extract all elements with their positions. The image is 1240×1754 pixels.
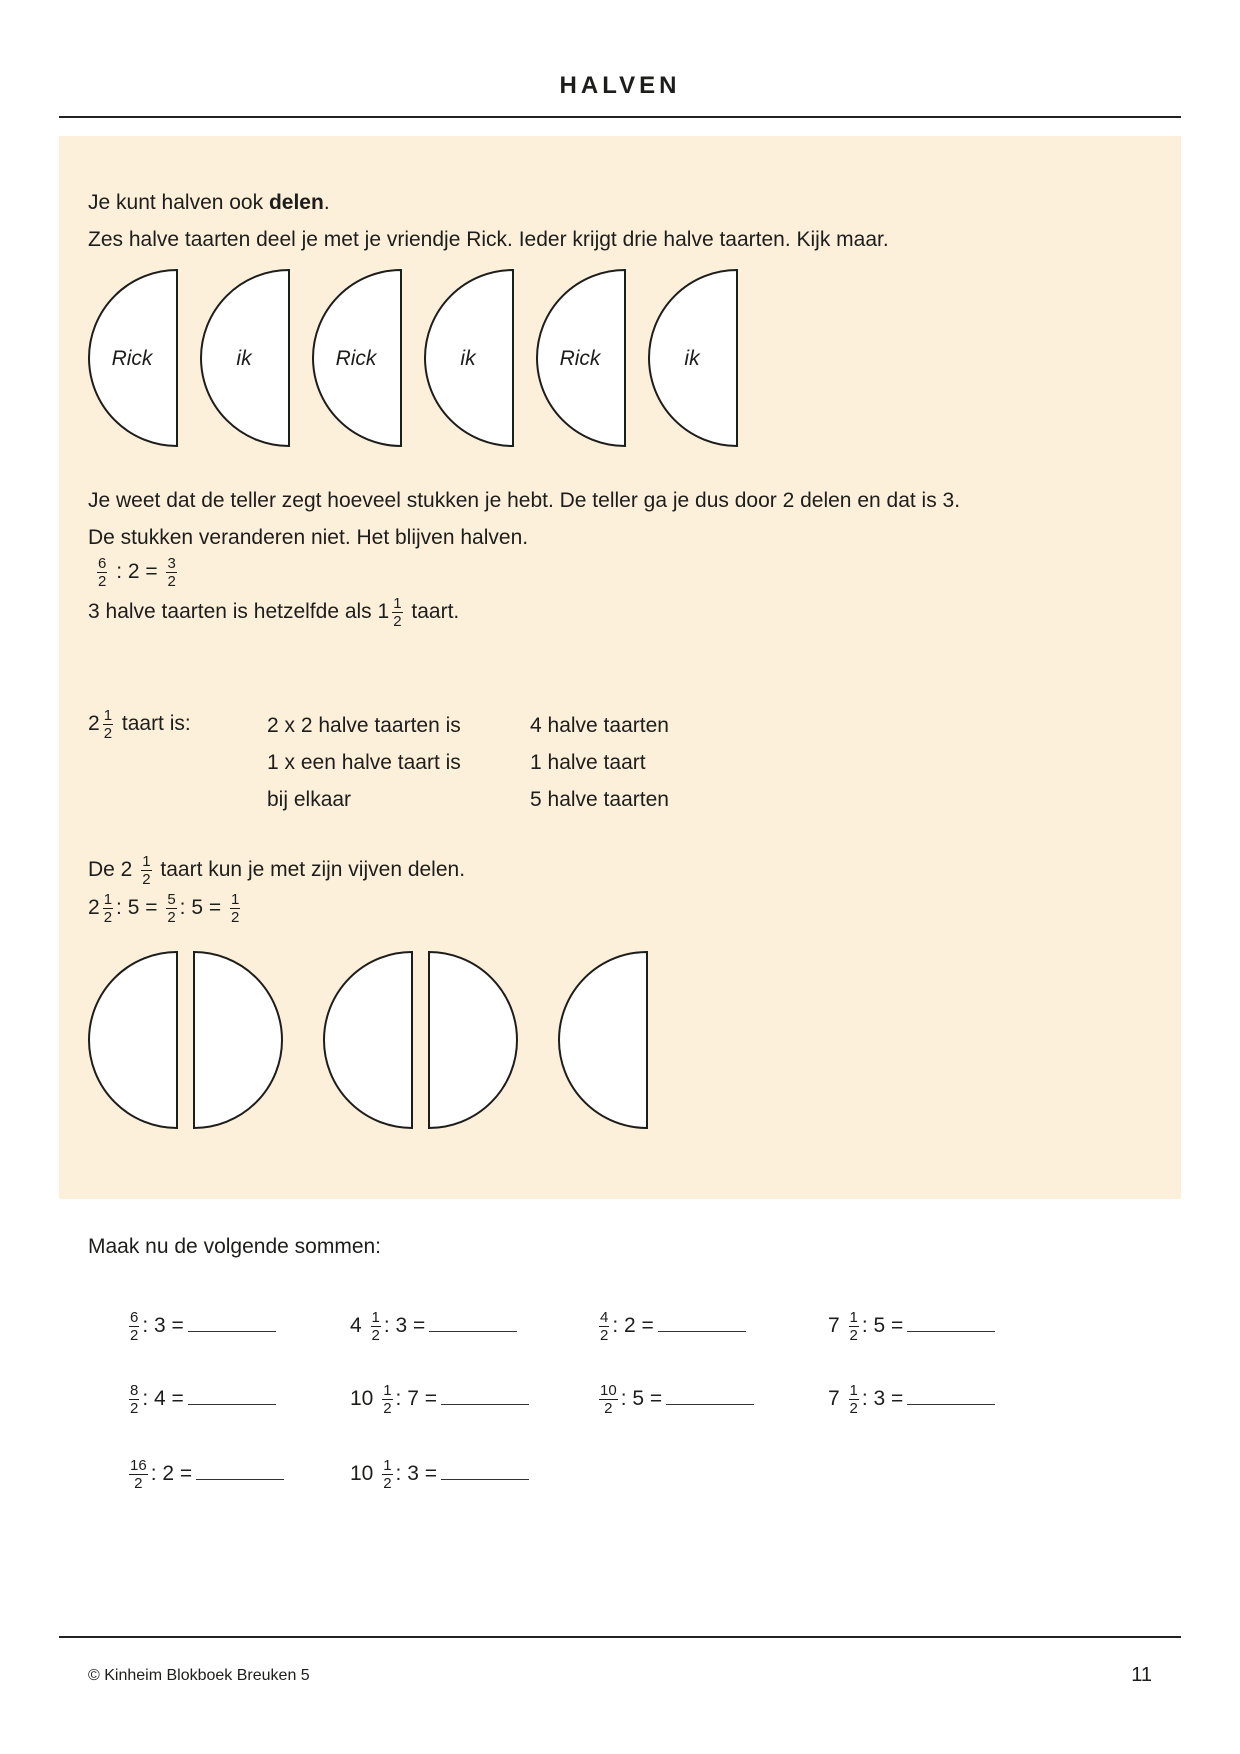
table-row-left: bij elkaar — [267, 788, 352, 811]
operator: : 7 = — [395, 1387, 437, 1411]
operator: : 3 = — [395, 1462, 437, 1486]
answer-blank[interactable] — [188, 1313, 276, 1332]
footer-divider — [59, 1636, 1181, 1638]
half-pie — [559, 952, 647, 1128]
operator: : 3 = — [142, 1314, 184, 1338]
halves-row-2 — [88, 950, 668, 1130]
page-title: HALVEN — [559, 72, 681, 99]
whole-number: 10 — [350, 1387, 374, 1411]
fraction: $\frac{1}{2}$ — [103, 707, 113, 742]
whole-number: 10 — [350, 1462, 374, 1486]
half-pie-label: Rick — [111, 347, 153, 370]
half-pie — [429, 952, 517, 1128]
intro-line-1 — [88, 192, 330, 213]
half-pie — [194, 952, 282, 1128]
divide-equation: 2 $\frac{1}{2}$ : 5 = $\frac{5}{2}$ : 5 = $\frac{1}{2}$ — [88, 891, 240, 926]
fraction: $\frac{1}{2}$ — [371, 1309, 380, 1344]
half-pie-label: Rick — [559, 347, 601, 370]
operator: : 3 = — [383, 1314, 426, 1338]
operator: : 5 = — [861, 1314, 904, 1338]
half-pie-label: ik — [236, 347, 252, 370]
explain-line-1: Je weet dat de teller zegt hoeveel stukken je hebt. De teller ga je dus door 2 delen en dat is 3. — [88, 489, 961, 512]
fraction: $\frac{6}{2}$ — [98, 555, 107, 590]
header-divider — [59, 116, 1181, 118]
fraction: $\frac{1}{2}$ — [103, 891, 113, 926]
answer-blank[interactable] — [907, 1386, 995, 1405]
whole-number: 7 — [828, 1387, 840, 1411]
whole-number: 7 — [828, 1314, 840, 1338]
halves-row-1 — [88, 268, 748, 448]
exercise-item — [126, 1310, 276, 1343]
fraction: $\frac{1}{2}$ — [383, 1457, 392, 1492]
exercise-item — [596, 1310, 746, 1343]
operator: : 2 = — [116, 560, 158, 584]
operator: : 3 = — [861, 1387, 904, 1411]
table-row-left: 1 x een halve taart is — [267, 751, 461, 774]
fraction: $\frac{1}{2}$ — [230, 891, 240, 926]
exercise-item — [350, 1310, 517, 1343]
exercise-item — [350, 1458, 529, 1491]
fraction: $\frac{1}{2}$ — [383, 1382, 392, 1417]
fraction: $\frac{8}{2}$ — [130, 1382, 139, 1417]
table-row-right: 4 halve taarten — [530, 714, 669, 737]
explain-line-2: De stukken veranderen niet. Het blijven halven. — [88, 526, 529, 549]
copyright: © Kinheim Blokboek Breuken 5 — [88, 1667, 310, 1684]
whole-number: 4 — [350, 1314, 362, 1338]
answer-blank[interactable] — [188, 1386, 276, 1405]
page-number: 11 — [1131, 1664, 1152, 1686]
intro-text: Je kunt halven ook — [88, 191, 269, 214]
table-row-left: 2 x 2 halve taarten is — [267, 714, 461, 737]
answer-blank[interactable] — [907, 1313, 995, 1332]
explain-equation — [94, 556, 180, 589]
table-row-right: 1 halve taart — [530, 751, 646, 774]
intro-bold-word: delen — [268, 191, 324, 214]
fraction: $\frac{5}{2}$ — [167, 891, 176, 926]
half-pie-label: ik — [684, 347, 700, 370]
fraction: $\frac{16}{2}$ — [130, 1457, 147, 1492]
exercises-heading: Maak nu de volgende sommen: — [88, 1235, 382, 1258]
exercise-item — [828, 1310, 995, 1343]
exercise-item — [596, 1383, 754, 1416]
half-pie — [324, 952, 412, 1128]
intro-punct: . — [323, 191, 330, 214]
half-pie-label: ik — [460, 347, 476, 370]
half-pie-label: Rick — [335, 347, 377, 370]
exercise-item — [126, 1458, 284, 1491]
table-row-right: 5 halve taarten — [530, 788, 669, 811]
answer-blank[interactable] — [658, 1313, 746, 1332]
answer-blank[interactable] — [429, 1313, 517, 1332]
fraction: $\frac{10}{2}$ — [600, 1382, 617, 1417]
exercise-item — [126, 1383, 276, 1416]
fraction: $\frac{3}{2}$ — [167, 555, 176, 590]
fraction: $\frac{1}{2}$ — [849, 1309, 858, 1344]
fraction: $\frac{4}{2}$ — [600, 1309, 609, 1344]
operator: : 2 = — [612, 1314, 654, 1338]
fraction: $\frac{6}{2}$ — [130, 1309, 139, 1344]
fraction: $\frac{1}{2}$ — [849, 1382, 858, 1417]
answer-blank[interactable] — [196, 1461, 284, 1480]
exercise-item — [350, 1383, 529, 1416]
operator: : 2 = — [150, 1462, 193, 1486]
half-pie — [89, 952, 177, 1128]
divide-line-1: De 2 $\frac{1}{2}$ taart kun je met zijn vijven delen. — [88, 853, 466, 888]
operator: : 4 = — [142, 1387, 184, 1411]
exercise-item — [828, 1383, 995, 1416]
answer-blank[interactable] — [666, 1386, 754, 1405]
operator: : 5 = — [620, 1387, 663, 1411]
answer-blank[interactable] — [441, 1386, 529, 1405]
fraction: $\frac{1}{2}$ — [142, 853, 151, 888]
table-label: 2 $\frac{1}{2}$ taart is: — [88, 707, 191, 742]
intro-line-2: Zes halve taarten deel je met je vriendje Rick. Ieder krijgt drie halve taarten. Kijk maar. — [88, 228, 889, 251]
explain-line-4: 3 halve taarten is hetzelfde als 1 $\frac{1}{2}$ taart. — [88, 595, 460, 630]
fraction: $\frac{1}{2}$ — [393, 595, 402, 630]
answer-blank[interactable] — [441, 1461, 529, 1480]
